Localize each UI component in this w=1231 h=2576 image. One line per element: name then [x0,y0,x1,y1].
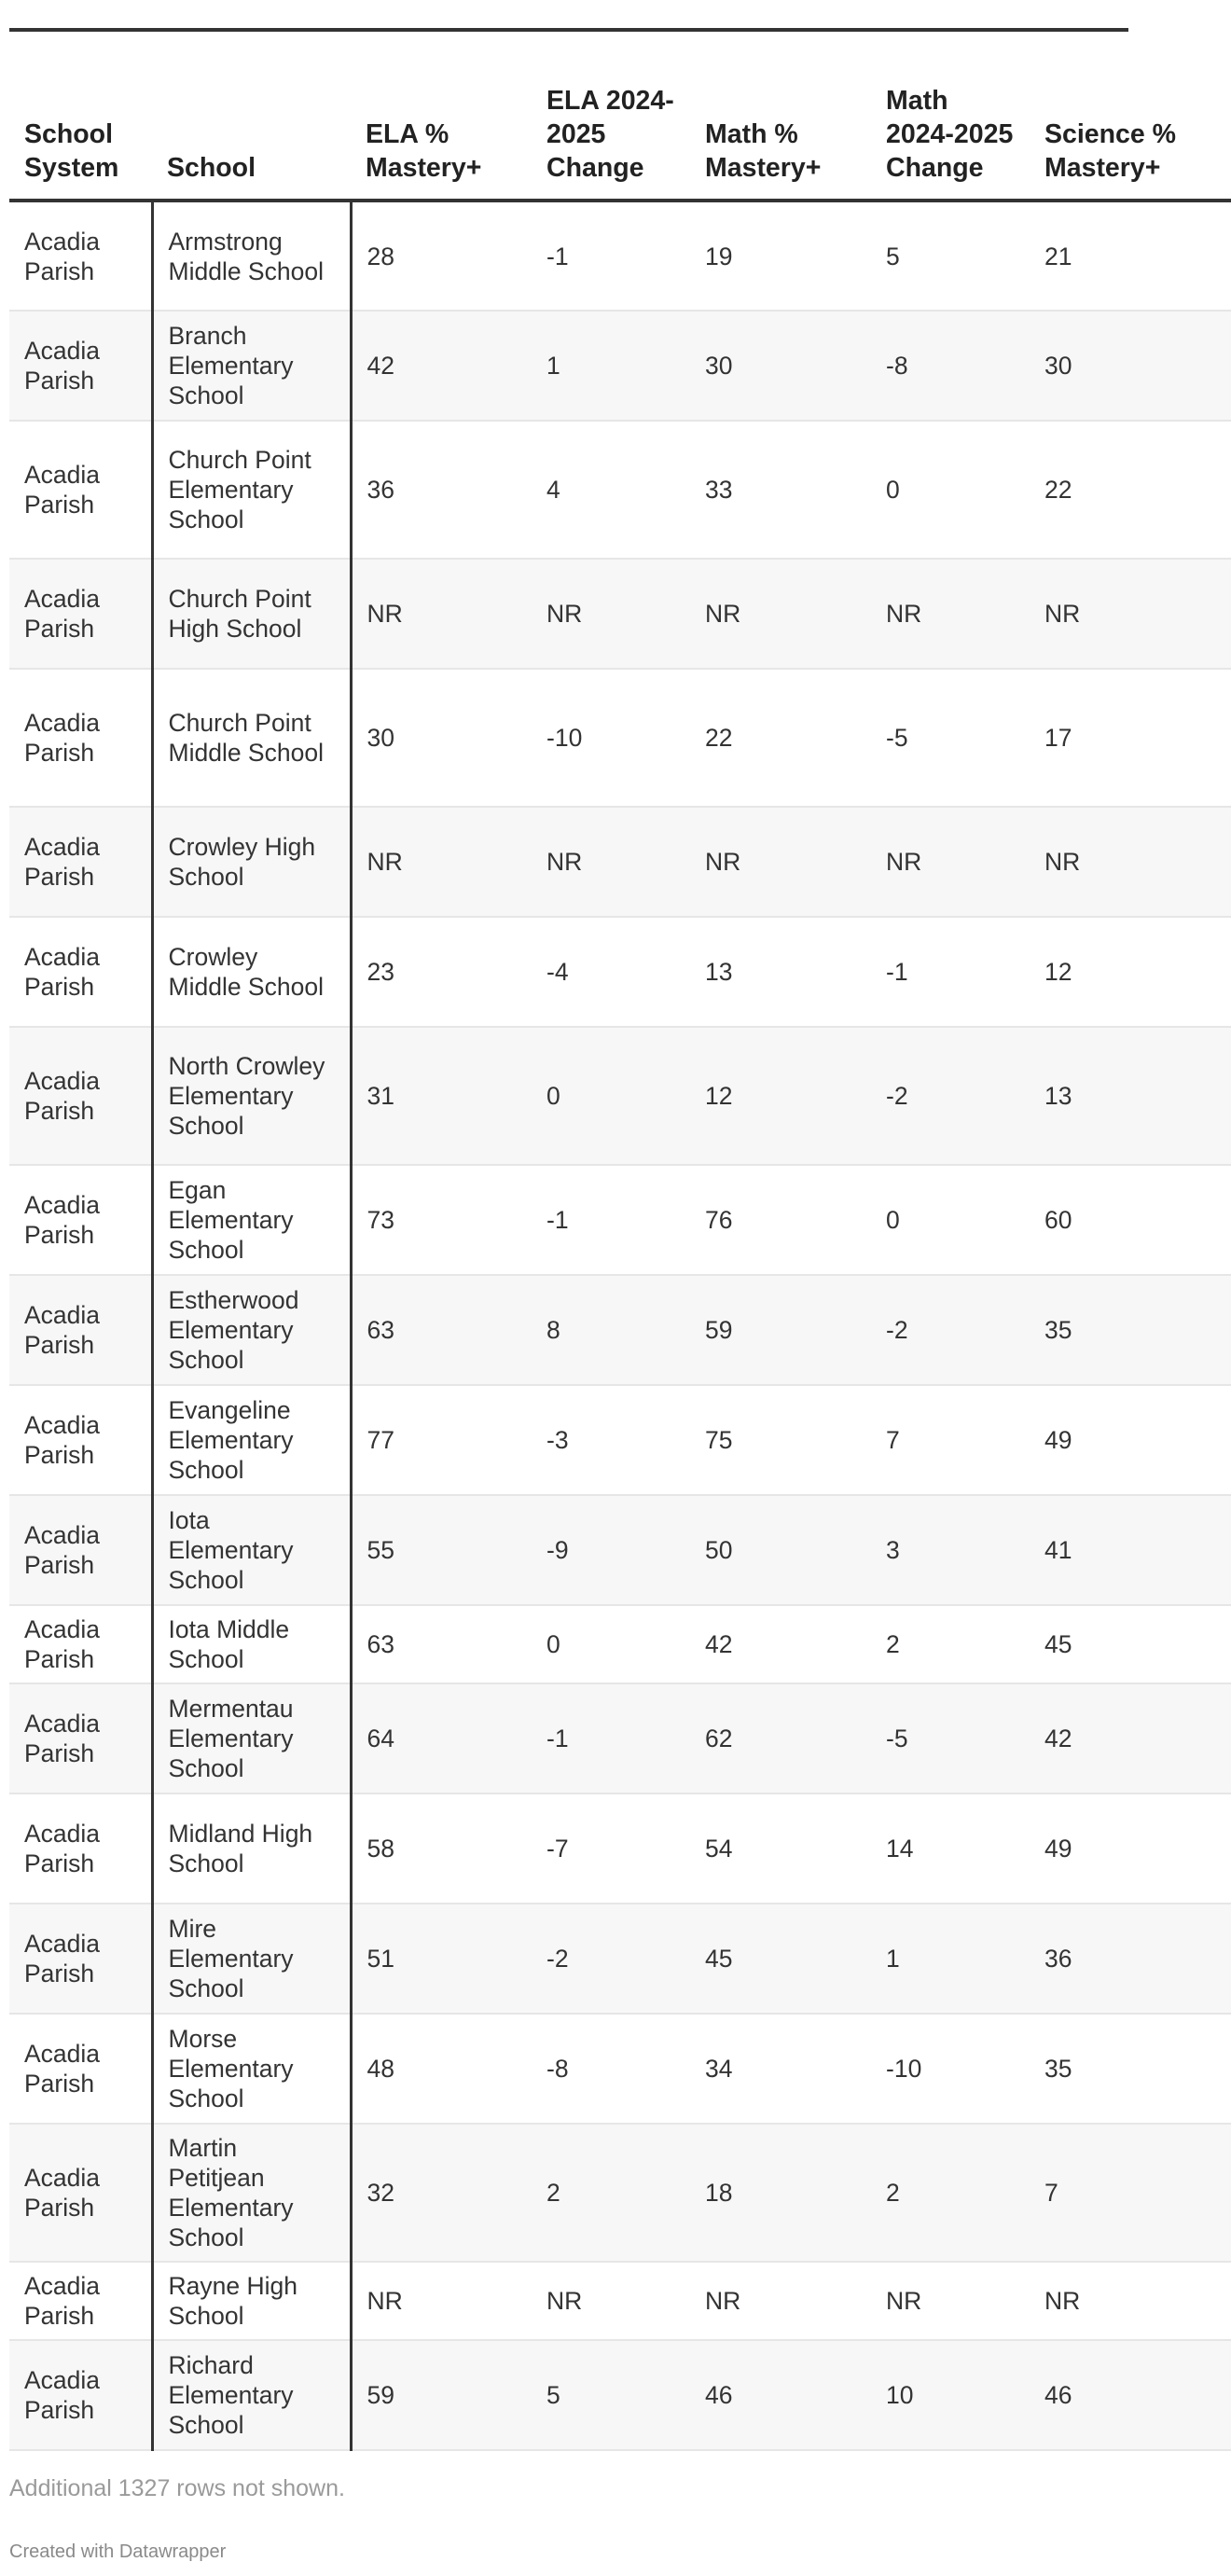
cell-ela-change: 1 [532,311,690,421]
cell-ela-change: -1 [532,201,690,311]
cell-math-mastery: 34 [690,2014,871,2124]
cell-math-mastery: 12 [690,1027,871,1165]
column-header-science-mastery[interactable]: Science % Mastery+ [1030,32,1231,201]
cell-science-mastery: 22 [1030,421,1231,559]
cell-science-mastery: 42 [1030,1683,1231,1794]
cell-ela-mastery: 31 [351,1027,532,1165]
cell-math-change: 2 [871,1605,1030,1683]
cell-ela-change: -7 [532,1794,690,1904]
cell-math-mastery: NR [690,559,871,669]
cell-school-name: Branch Elementary School [152,311,351,421]
cell-math-change: -1 [871,917,1030,1027]
cell-ela-change: 4 [532,421,690,559]
datawrapper-credit: Created with Datawrapper [9,2541,227,2562]
cell-school-name: Richard Elementary School [152,2340,351,2450]
table-row [9,1605,1231,1683]
cell-ela-mastery: 30 [351,669,532,807]
cell-ela-mastery: 32 [351,2124,532,2262]
column-header-ela-mastery[interactable]: ELA % Mastery+ [351,32,532,201]
cell-ela-mastery: 51 [351,1904,532,2014]
cell-math-change: 14 [871,1794,1030,1904]
cell-school-system: Acadia Parish [9,917,152,1027]
cell-math-mastery: 75 [690,1385,871,1495]
table-notes: Additional 1327 rows not shown. [9,2475,345,2501]
cell-ela-mastery: 73 [351,1165,532,1275]
table-row [9,2124,1231,2262]
cell-school-name: Evangeline Elementary School [152,1385,351,1495]
table-row [9,201,1231,311]
cell-math-mastery: 62 [690,1683,871,1794]
cell-school-system: Acadia Parish [9,1495,152,1605]
cell-science-mastery: 41 [1030,1495,1231,1605]
cell-school-name: Church Point High School [152,559,351,669]
cell-math-change: NR [871,2262,1030,2340]
cell-science-mastery: 13 [1030,1027,1231,1165]
cell-science-mastery: 30 [1030,311,1231,421]
table-row [9,559,1231,669]
cell-math-mastery: 13 [690,917,871,1027]
cell-ela-mastery: NR [351,2262,532,2340]
table-body [9,201,1231,2450]
cell-school-system: Acadia Parish [9,1275,152,1385]
cell-science-mastery: NR [1030,807,1231,917]
table-row [9,1275,1231,1385]
cell-ela-change: -4 [532,917,690,1027]
cell-school-name: Midland High School [152,1794,351,1904]
cell-science-mastery: 35 [1030,2014,1231,2124]
cell-school-system: Acadia Parish [9,2124,152,2262]
cell-ela-change: -1 [532,1683,690,1794]
cell-ela-mastery: 77 [351,1385,532,1495]
cell-school-name: Estherwood Elementary School [152,1275,351,1385]
cell-science-mastery: 21 [1030,201,1231,311]
cell-school-system: Acadia Parish [9,1165,152,1275]
cell-school-name: Iota Elementary School [152,1495,351,1605]
cell-ela-mastery: 59 [351,2340,532,2450]
cell-math-mastery: NR [690,807,871,917]
cell-school-system: Acadia Parish [9,311,152,421]
cell-math-change: -2 [871,1027,1030,1165]
cell-ela-change: 5 [532,2340,690,2450]
cell-math-mastery: 42 [690,1605,871,1683]
table-row [9,1794,1231,1904]
table-row [9,1495,1231,1605]
cell-science-mastery: 17 [1030,669,1231,807]
column-header-ela-change[interactable]: ELA 2024-2025 Change [532,32,690,201]
cell-school-name: North Crowley Elementary School [152,1027,351,1165]
cell-school-name: Church Point Middle School [152,669,351,807]
cell-school-system: Acadia Parish [9,421,152,559]
cell-math-mastery: 46 [690,2340,871,2450]
cell-science-mastery: NR [1030,559,1231,669]
cell-math-change: 7 [871,1385,1030,1495]
table-row [9,1904,1231,2014]
cell-science-mastery: 12 [1030,917,1231,1027]
cell-science-mastery: 35 [1030,1275,1231,1385]
cell-math-mastery: NR [690,2262,871,2340]
cell-ela-mastery: 42 [351,311,532,421]
cell-math-mastery: 30 [690,311,871,421]
cell-science-mastery: 36 [1030,1904,1231,2014]
cell-math-change: 3 [871,1495,1030,1605]
cell-ela-change: 0 [532,1027,690,1165]
cell-school-name: Mire Elementary School [152,1904,351,2014]
table-row [9,917,1231,1027]
table-row [9,1165,1231,1275]
cell-ela-change: -1 [532,1165,690,1275]
cell-school-name: Mermentau Elementary School [152,1683,351,1794]
cell-science-mastery: 49 [1030,1794,1231,1904]
cell-school-system: Acadia Parish [9,1605,152,1683]
table-row [9,311,1231,421]
cell-ela-mastery: 58 [351,1794,532,1904]
table-row [9,669,1231,807]
cell-school-system: Acadia Parish [9,2014,152,2124]
cell-school-system: Acadia Parish [9,1683,152,1794]
table-row [9,1683,1231,1794]
cell-ela-mastery: NR [351,807,532,917]
cell-ela-change: 2 [532,2124,690,2262]
cell-science-mastery: NR [1030,2262,1231,2340]
cell-ela-mastery: 55 [351,1495,532,1605]
cell-school-name: Rayne High School [152,2262,351,2340]
cell-school-system: Acadia Parish [9,559,152,669]
cell-ela-change: -9 [532,1495,690,1605]
cell-ela-mastery: 63 [351,1605,532,1683]
cell-math-change: 2 [871,2124,1030,2262]
cell-school-name: Armstrong Middle School [152,201,351,311]
cell-ela-change: -10 [532,669,690,807]
cell-ela-change: 0 [532,1605,690,1683]
cell-school-name: Crowley High School [152,807,351,917]
column-header-math-change[interactable]: Math 2024-2025 Change [871,32,1030,201]
cell-math-mastery: 18 [690,2124,871,2262]
cell-math-mastery: 19 [690,201,871,311]
cell-ela-mastery: 48 [351,2014,532,2124]
table-row [9,2262,1231,2340]
cell-school-name: Iota Middle School [152,1605,351,1683]
cell-math-change: 1 [871,1904,1030,2014]
cell-math-change: -2 [871,1275,1030,1385]
cell-math-change: 0 [871,421,1030,559]
table-row [9,1385,1231,1495]
cell-math-change: NR [871,807,1030,917]
cell-math-change: -10 [871,2014,1030,2124]
table-row [9,1027,1231,1165]
cell-school-system: Acadia Parish [9,807,152,917]
cell-math-change: -8 [871,311,1030,421]
cell-math-change: -5 [871,1683,1030,1794]
cell-school-name: Martin Petitjean Elementary School [152,2124,351,2262]
cell-math-change: 10 [871,2340,1030,2450]
table-row [9,421,1231,559]
cell-ela-change: -3 [532,1385,690,1495]
cell-math-mastery: 22 [690,669,871,807]
cell-ela-mastery: 36 [351,421,532,559]
column-header-math-mastery[interactable]: Math % Mastery+ [690,32,871,201]
cell-school-name: Morse Elementary School [152,2014,351,2124]
column-header-school-system[interactable]: School System [9,32,152,201]
column-header-school[interactable]: School [152,32,351,201]
cell-math-mastery: 50 [690,1495,871,1605]
cell-science-mastery: 45 [1030,1605,1231,1683]
table-row [9,807,1231,917]
cell-math-change: NR [871,559,1030,669]
cell-ela-change: 8 [532,1275,690,1385]
cell-science-mastery: 49 [1030,1385,1231,1495]
cell-school-system: Acadia Parish [9,2262,152,2340]
cell-school-name: Egan Elementary School [152,1165,351,1275]
table-row [9,2340,1231,2450]
cell-ela-mastery: NR [351,559,532,669]
cell-school-system: Acadia Parish [9,2340,152,2450]
cell-science-mastery: 60 [1030,1165,1231,1275]
table-row [9,2014,1231,2124]
cell-math-mastery: 54 [690,1794,871,1904]
data-table [9,32,1231,2451]
cell-school-name: Crowley Middle School [152,917,351,1027]
cell-math-mastery: 45 [690,1904,871,2014]
cell-ela-change: NR [532,807,690,917]
cell-ela-change: NR [532,559,690,669]
cell-school-system: Acadia Parish [9,1904,152,2014]
cell-math-change: 0 [871,1165,1030,1275]
cell-science-mastery: 46 [1030,2340,1231,2450]
cell-ela-mastery: 28 [351,201,532,311]
cell-school-system: Acadia Parish [9,1385,152,1495]
cell-ela-change: -8 [532,2014,690,2124]
cell-ela-mastery: 64 [351,1683,532,1794]
cell-ela-change: -2 [532,1904,690,2014]
cell-ela-mastery: 63 [351,1275,532,1385]
cell-science-mastery: 7 [1030,2124,1231,2262]
table-header-row [9,32,1231,201]
cell-school-system: Acadia Parish [9,1027,152,1165]
cell-math-mastery: 59 [690,1275,871,1385]
cell-school-system: Acadia Parish [9,201,152,311]
cell-ela-change: NR [532,2262,690,2340]
cell-school-name: Church Point Elementary School [152,421,351,559]
cell-math-mastery: 76 [690,1165,871,1275]
data-table-container [9,28,1176,2451]
cell-math-change: 5 [871,201,1030,311]
cell-ela-mastery: 23 [351,917,532,1027]
cell-math-mastery: 33 [690,421,871,559]
cell-school-system: Acadia Parish [9,669,152,807]
cell-math-change: -5 [871,669,1030,807]
cell-school-system: Acadia Parish [9,1794,152,1904]
